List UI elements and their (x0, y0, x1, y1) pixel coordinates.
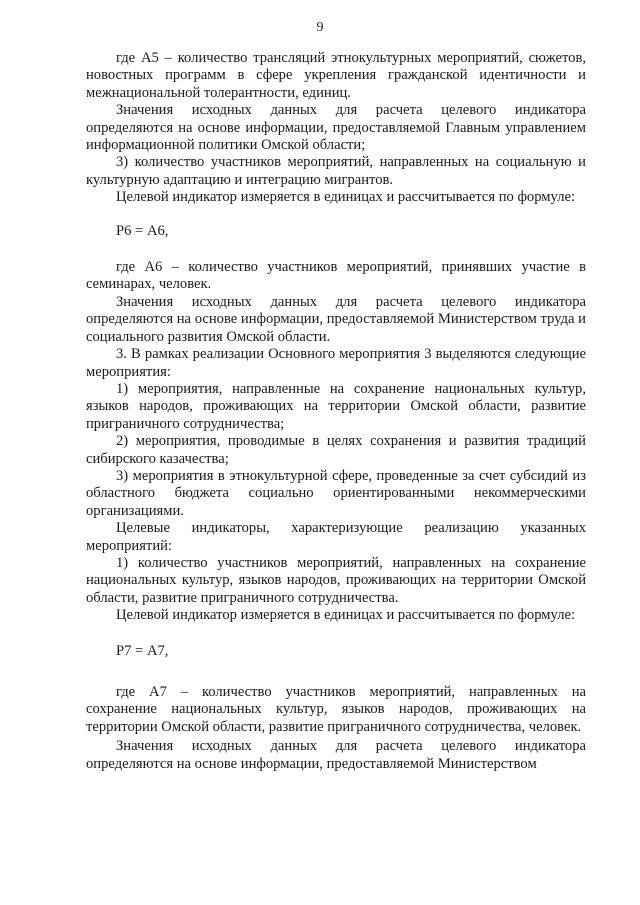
paragraph-target-indicators: Целевые индикаторы, характеризующие реализацию указанных мероприятий: (86, 520, 586, 554)
paragraph-indicator-3: 3) количество участников мероприятий, направленных на социальную и культурную адаптацию и интеграцию мигрантов. (86, 154, 586, 188)
paragraph-activity-1: 1) мероприятия, направленные на сохранение национальных культур, языков народов, проживающих на территории Омской области, развитие приграничного сотрудничества; (86, 380, 586, 432)
paragraph-a6-definition: где А6 – количество участников мероприятий, принявших участие в семинарах, человек. (86, 259, 586, 293)
paragraph-main-activity-3: 3. В рамках реализации Основного мероприятия 3 выделяются следующие мероприятия: (86, 346, 586, 380)
page-number: 9 (316, 20, 324, 35)
paragraph-activity-3: 3) мероприятия в этнокультурной сфере, проведенные за счет субсидий из областного бюджета социально ориентированными некоммерческими организациями. (86, 467, 586, 519)
paragraph-activity-2: 2) мероприятия, проводимые в целях сохранения и развития традиций сибирского казачества; (86, 433, 586, 467)
formula-p7: Р7 = А7, (116, 642, 169, 659)
document-body (86, 50, 586, 773)
paragraph-data-source-ministry: Значения исходных данных для расчета целевого индикатора определяются на основе информации, предоставляемой Министерством (86, 738, 586, 772)
paragraph-indicator-1: 1) количество участников мероприятий, направленных на сохранение национальных культур, языков народов, проживающих на территории Омской области, развитие приграничного сотрудничества. (86, 554, 586, 606)
paragraph-indicator-units-2: Целевой индикатор измеряется в единицах и рассчитывается по формуле: (116, 607, 576, 624)
paragraph-indicator-units-1: Целевой индикатор измеряется в единицах и рассчитывается по формуле: (116, 189, 576, 206)
paragraph-a7-definition: где А7 – количество участников мероприятий, направленных на сохранение национальных культур, языков народов, проживающих на территории Омской области, развитие приграничного сотрудничества, человек. (86, 684, 586, 735)
paragraph-data-source-main-directorate: Значения исходных данных для расчета целевого индикатора определяются на основе информации, предоставляемой Главным управлением информационной политики Омской области; (86, 102, 586, 154)
formula-p6: Р6 = А6, (116, 222, 169, 239)
paragraph-data-source-labour-ministry: Значения исходных данных для расчета целевого индикатора определяются на основе информации, предоставляемой Министерством труда и социального развития Омской области. (86, 293, 586, 345)
paragraph-a5-definition: где А5 – количество трансляций этнокультурных мероприятий, сюжетов, новостных программ в сфере укрепления гражданской идентичности и межнациональной толерантности, единиц. (86, 50, 586, 101)
